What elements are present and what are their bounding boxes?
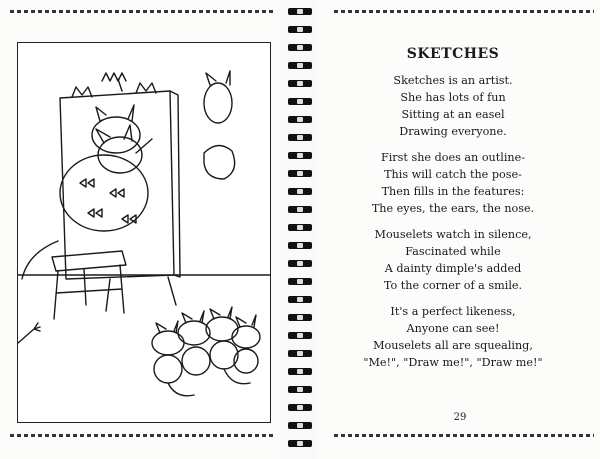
- poem-line: Mouselets watch in silence,: [374, 228, 532, 241]
- binding-ring: [288, 386, 312, 393]
- dress-bows: [80, 179, 136, 223]
- poem-line: A dainty dimple's added: [384, 262, 522, 275]
- binding-ring: [288, 44, 312, 51]
- binding-ring: [288, 404, 312, 411]
- broom-icon: [18, 323, 40, 343]
- binding-ring: [288, 296, 312, 303]
- poem-line: First she does an outline-: [380, 151, 526, 164]
- poem-title: SKETCHES: [406, 46, 500, 62]
- poem-line: Anyone can see!: [406, 322, 500, 335]
- peeking-mouse-body: [204, 145, 235, 179]
- illustration-frame: [17, 42, 271, 423]
- bottom-divider-right: [334, 434, 594, 437]
- binding-ring: [288, 224, 312, 231]
- poem-line: Drawing everyone.: [399, 125, 507, 138]
- binding-ring: [288, 116, 312, 123]
- binding-ring: [288, 170, 312, 177]
- peeking-mouse-head: [204, 83, 232, 123]
- poem-line: To the corner of a smile.: [383, 279, 523, 292]
- mouselets-group: [152, 307, 260, 396]
- poem-line: Mouselets all are squealing,: [373, 339, 533, 352]
- binding-ring: [288, 368, 312, 375]
- artist-ears: [96, 125, 132, 143]
- artist-body: [60, 155, 148, 231]
- binding-ring: [288, 332, 312, 339]
- top-divider-left: [10, 10, 276, 13]
- poem-line: Sitting at an easel: [401, 108, 505, 121]
- binding-ring: [288, 152, 312, 159]
- binding-ring: [288, 26, 312, 33]
- poem: [330, 46, 576, 380]
- binding-ring: [288, 62, 312, 69]
- top-divider-right: [334, 10, 594, 13]
- poem-line: Then fills in the features:: [381, 185, 525, 198]
- poem-line: Fascinated while: [405, 245, 501, 258]
- spiral-binding: [282, 0, 318, 459]
- binding-ring: [288, 350, 312, 357]
- binding-ring: [288, 80, 312, 87]
- stanza-1: [330, 72, 576, 140]
- binding-ring: [288, 260, 312, 267]
- stanza-2: [330, 149, 576, 217]
- painted-mouse-ears: [96, 105, 134, 121]
- binding-ring: [288, 314, 312, 321]
- stool-legs: [54, 265, 124, 319]
- poem-line: It's a perfect likeness,: [390, 305, 516, 318]
- bottom-divider-left: [10, 434, 276, 437]
- binding-ring: [288, 98, 312, 105]
- binding-ring: [288, 188, 312, 195]
- stool-seat: [52, 251, 126, 271]
- page-number: 29: [453, 412, 467, 423]
- mouse-artist-illustration: [18, 43, 270, 422]
- binding-ring: [288, 242, 312, 249]
- left-page: [0, 0, 282, 459]
- stanza-4: [330, 303, 576, 371]
- binding-ring: [288, 8, 312, 15]
- easel-crown: [102, 73, 126, 81]
- poem-line: "Me!", "Draw me!", "Draw me!": [363, 356, 543, 369]
- poem-line: She has lots of fun: [400, 91, 506, 104]
- poem-line: The eyes, the ears, the nose.: [371, 202, 535, 215]
- stanza-3: [330, 226, 576, 294]
- poem-line: This will catch the pose-: [384, 168, 522, 181]
- binding-ring: [288, 278, 312, 285]
- binding-ring: [288, 440, 312, 447]
- binding-ring: [288, 422, 312, 429]
- binding-ring: [288, 134, 312, 141]
- poem-line: Sketches is an artist.: [393, 74, 513, 87]
- binding-ring: [288, 206, 312, 213]
